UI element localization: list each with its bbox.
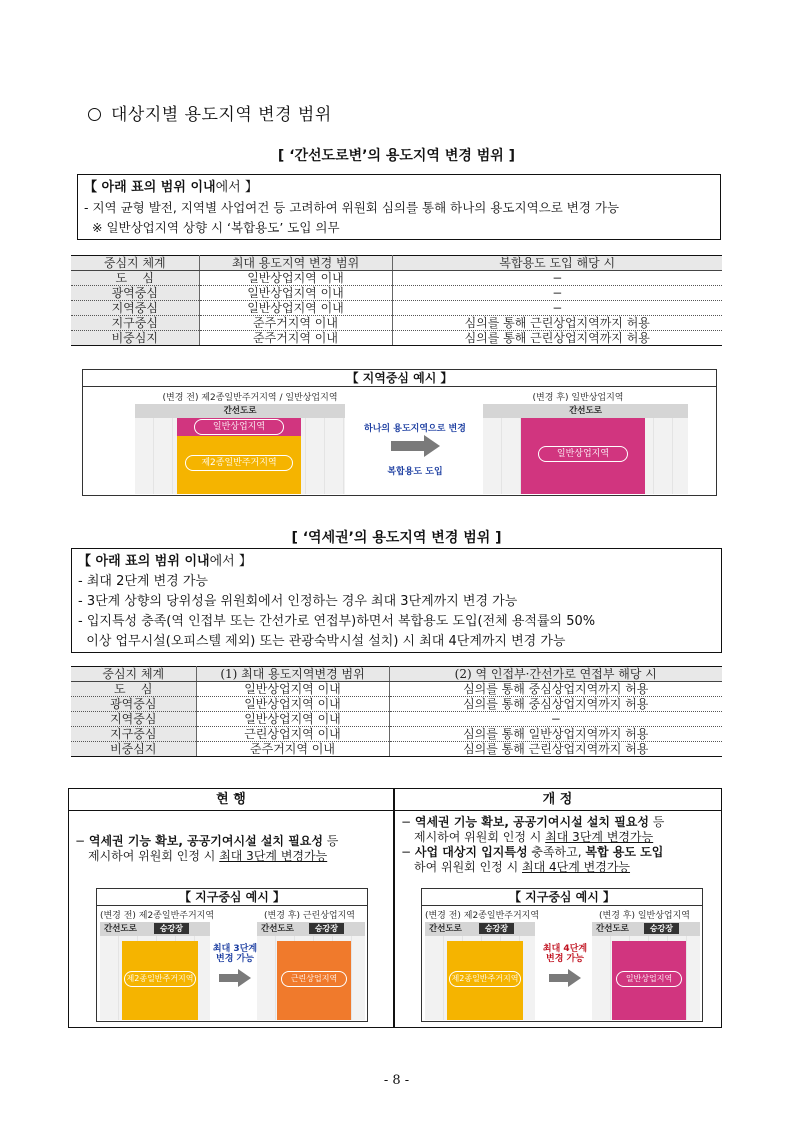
road-label: 간선도로 승강장	[592, 922, 700, 936]
table-cell: 준주거지역 이내	[199, 316, 392, 331]
after-diagram	[592, 922, 700, 1020]
part1-box-heading: 【 아래 표의 범위 이내에서 】	[84, 180, 258, 195]
table-header-row	[71, 256, 722, 271]
part1-title: [ ‘간선도로변’의 용도지역 변경 범위 ]	[277, 148, 516, 164]
table-cell: 도 심	[71, 271, 199, 286]
table-row	[71, 301, 722, 316]
right-arrow-icon	[219, 969, 253, 987]
revised-header: 개 정	[394, 789, 721, 811]
table-cell: 일반상업지역 이내	[199, 301, 392, 316]
before-caption: (변경 전) 제2종일반주거지역	[424, 911, 540, 921]
part2-box-heading: 【 아래 표의 범위 이내에서 】	[78, 554, 252, 569]
table-cell: 근린상업지역 이내	[196, 727, 389, 742]
table-row	[71, 286, 722, 301]
part2-line-1: - 최대 2단계 변경 가능	[78, 574, 208, 589]
table-row	[71, 742, 722, 757]
table-cell: 지역중심	[71, 712, 196, 727]
road-label: 간선도로 승강장	[257, 922, 365, 936]
zone-label: 제2종일반주거지역	[185, 455, 293, 471]
residential-zone	[122, 941, 198, 1020]
part2-line-4: 이상 업무시설(오피스텔 제외) 또는 관광숙박시설 설치) 시 최대 4단계까지 변경 가능	[78, 634, 566, 649]
right-arrow-icon	[549, 969, 583, 987]
table-cell: 지구중심	[71, 727, 196, 742]
revised-text: − 역세권 기능 확보, 공공기여시설 설치 필요성 등 제시하여 위원회 인정 시 최대 3단계 변경가능 − 사업 대상지 입지특성 충족하고, 복합 용도 도입 하여 위원회 인정 시 최대 4단계 변경가능	[401, 815, 665, 874]
table-header-cell: 복합용도 도입 해당 시	[392, 256, 722, 271]
table-cell: 도 심	[71, 682, 196, 697]
before-caption: (변경 전) 제2종일반주거지역	[99, 911, 215, 921]
table-cell: 심의를 통해 중심상업지역까지 허용	[389, 697, 722, 712]
table-cell: 심의를 통해 중심상업지역까지 허용	[389, 682, 722, 697]
table-cell: 지구중심	[71, 316, 199, 331]
commercial-zone	[521, 418, 645, 494]
table-cell: −	[392, 301, 722, 316]
table-cell: 일반상업지역 이내	[199, 271, 392, 286]
current-example	[96, 888, 368, 1022]
station-label: 승강장	[644, 923, 679, 934]
example-title: 【 지역중심 예시 】	[83, 370, 716, 387]
table-cell: 비중심지	[71, 742, 196, 757]
after-caption: (변경 후) 일반상업지역	[532, 393, 624, 403]
part1-line-1: - 지역 균형 발전, 지역별 사업여건 등 고려하여 위원회 심의를 통해 하나의 용도지역으로 변경 가능	[84, 200, 620, 215]
table-header-row	[71, 667, 722, 682]
table-cell: 심의를 통해 일반상업지역까지 허용	[389, 727, 722, 742]
zone-label: 일반상업지역	[616, 971, 682, 987]
before-diagram	[100, 922, 210, 1020]
table-cell: 지역중심	[71, 301, 199, 316]
after-diagram	[257, 922, 365, 1020]
part1-line-2: ※ 일반상업지역 상향 시 ‘복합용도’ 도입 의무	[92, 220, 340, 235]
table-cell: 일반상업지역 이내	[196, 697, 389, 712]
table-header-cell: 중심지 체계	[71, 256, 199, 271]
before-caption: (변경 전) 제2종일반주거지역 / 일반상업지역	[162, 393, 338, 403]
residential-zone	[177, 436, 301, 494]
part2-criteria-box	[71, 548, 722, 653]
commercial-zone	[177, 418, 301, 436]
table-cell: 일반상업지역 이내	[196, 682, 389, 697]
table-cell: 심의를 통해 근린상업지역까지 허용	[392, 331, 722, 346]
commercial-zone	[612, 941, 686, 1020]
revised-example	[421, 888, 703, 1022]
zone-label: 제2종일반주거지역	[124, 971, 196, 987]
zone-label: 일반상업지역	[538, 446, 628, 462]
table-row	[71, 271, 722, 286]
station-label: 승강장	[479, 923, 514, 934]
arrow-text: 최대 4단계 변경 가능	[542, 944, 588, 964]
table-cell: −	[392, 286, 722, 301]
page-number: - 8 -	[383, 1073, 410, 1088]
residential-zone	[447, 941, 523, 1020]
current-header: 현 행	[69, 789, 393, 811]
before-diagram	[135, 404, 345, 494]
table-cell: 심의를 통해 근린상업지역까지 허용	[389, 742, 722, 757]
table-row	[71, 697, 722, 712]
table-header-cell: 최대 용도지역 변경 범위	[199, 256, 392, 271]
table-cell: −	[389, 712, 722, 727]
table-row	[71, 712, 722, 727]
part2-line-3: - 입지특성 충족(역 인접부 또는 간선가로 연접부)하면서 복합용도 도입(전체 용적률의 50%	[78, 614, 596, 629]
after-caption: (변경 후) 근린상업지역	[264, 911, 355, 921]
section-title: 대상지별 용도지역 변경 범위	[88, 100, 332, 125]
part1-example	[82, 369, 717, 496]
table-cell: 심의를 통해 근린상업지역까지 허용	[392, 316, 722, 331]
table-header-cell: 중심지 체계	[71, 667, 196, 682]
arrow-bottom-text: 복합용도 도입	[387, 467, 443, 477]
arrow-text: 최대 3단계 변경 가능	[212, 944, 258, 964]
road-label: 간선도로	[483, 404, 688, 418]
example-title: 【 지구중심 예시 】	[422, 889, 702, 906]
part1-table	[71, 255, 722, 346]
part1-criteria-box	[77, 174, 721, 240]
table-cell: 일반상업지역 이내	[199, 286, 392, 301]
table-row	[71, 331, 722, 346]
zone-label: 근린상업지역	[281, 971, 347, 987]
road-label: 간선도로 승강장	[425, 922, 535, 936]
table-cell: 일반상업지역 이내	[196, 712, 389, 727]
road-label: 간선도로	[135, 404, 345, 418]
table-cell: −	[392, 271, 722, 286]
table-cell: 광역중심	[71, 286, 199, 301]
comparison-table	[68, 788, 722, 1028]
arrow-top-text: 하나의 용도지역으로 변경	[364, 424, 466, 434]
table-cell: 광역중심	[71, 697, 196, 712]
table-cell: 비중심지	[71, 331, 199, 346]
table-row	[71, 727, 722, 742]
table-header-cell: (1) 최대 용도지역변경 범위	[196, 667, 389, 682]
part2-title: [ ‘역세권’의 용도지역 변경 범위 ]	[291, 530, 502, 546]
station-label: 승강장	[154, 923, 189, 934]
road-label: 간선도로 승강장	[100, 922, 210, 936]
current-text: − 역세권 기능 확보, 공공기여시설 설치 필요성 등 제시하여 위원회 인정 시 최대 3단계 변경가능	[75, 834, 339, 863]
right-arrow-icon	[391, 435, 441, 457]
table-row	[71, 682, 722, 697]
before-diagram	[425, 922, 535, 1020]
part2-line-2: - 3단계 상향의 당위성을 위원회에서 인정하는 경우 최대 3단계까지 변경 가능	[78, 594, 518, 609]
circle-bullet-icon	[88, 108, 101, 121]
table-cell: 준주거지역 이내	[199, 331, 392, 346]
table-row	[71, 316, 722, 331]
zone-label: 일반상업지역	[194, 419, 284, 435]
neighborhood-commercial-zone	[277, 941, 351, 1020]
example-title: 【 지구중심 예시 】	[97, 889, 367, 906]
table-header-cell: (2) 역 인접부·간선가로 연접부 해당 시	[389, 667, 722, 682]
zone-label: 제2종일반주거지역	[449, 971, 521, 987]
part2-table	[71, 666, 722, 757]
after-diagram	[483, 404, 688, 494]
station-label: 승강장	[309, 923, 344, 934]
table-cell: 준주거지역 이내	[196, 742, 389, 757]
after-caption: (변경 후) 일반상업지역	[599, 911, 690, 921]
